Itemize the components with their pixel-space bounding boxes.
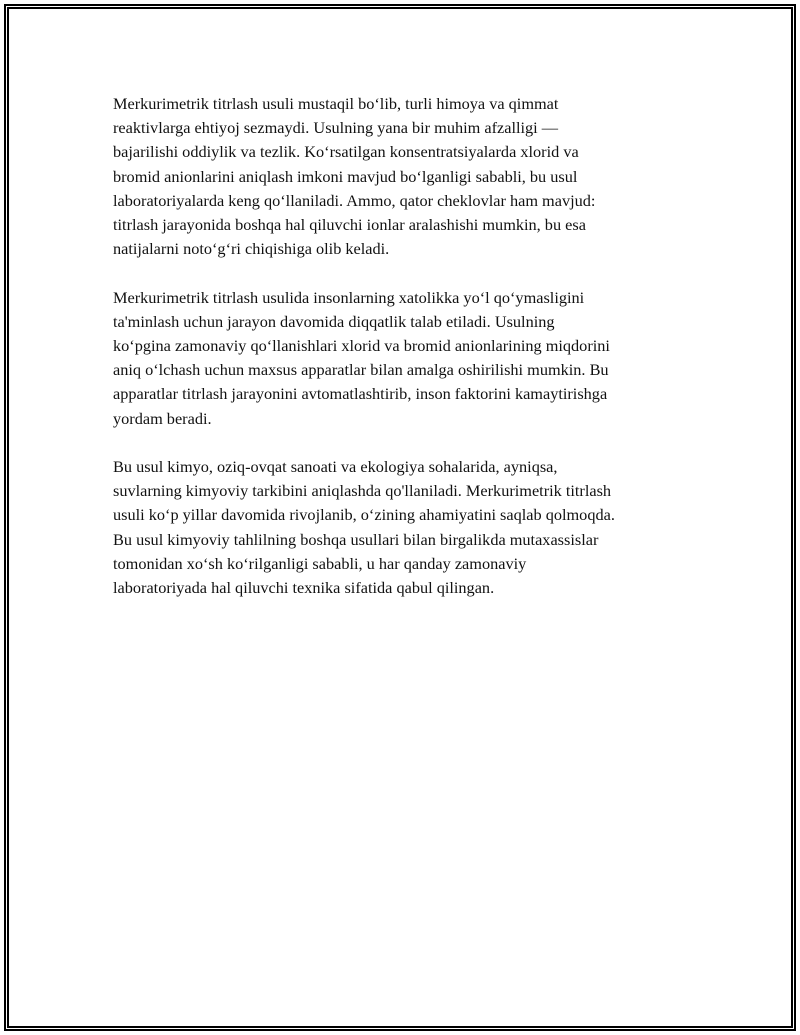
paragraph-2 (113, 286, 693, 431)
text-line: titrlash jarayonida boshqa hal qiluvchi ionlar aralashishi mumkin, bu esa (113, 215, 586, 235)
text-line: suvlarning kimyoviy tarkibini aniqlashda qo'llaniladi. Merkurimetrik titrlash (113, 481, 612, 501)
text-line: ko‘pgina zamonaviy qo‘llanishlari xlorid va bromid anionlarining miqdorini (113, 336, 610, 356)
document-body (113, 92, 693, 624)
text-line: bajarilishi oddiylik va tezlik. Ko‘rsatilgan konsentratsiyalarda xlorid va (113, 142, 579, 162)
text-line: Bu usul kimyo, oziq-ovqat sanoati va ekologiya sohalarida, ayniqsa, (113, 457, 558, 477)
text-line: Bu usul kimyoviy tahlilning boshqa usullari bilan birgalikda mutaxassislar (113, 529, 599, 549)
text-line: laboratoriyalarda keng qo‘llaniladi. Ammo, qator cheklovlar ham mavjud: (113, 190, 596, 210)
text-line: ta'minlash uchun jarayon davomida diqqatlik talab etiladi. Usulning (113, 311, 555, 331)
text-line: reaktivlarga ehtiyoj sezmaydi. Usulning yana bir muhim afzalligi — (113, 118, 559, 138)
text-line: laboratoriyada hal qiluvchi texnika sifatida qabul qilingan. (113, 578, 495, 598)
paragraph-3 (113, 455, 693, 600)
text-line: tomonidan xo‘sh ko‘rilganligi sababli, u har qanday zamonaviy (113, 553, 527, 573)
text-line: yordam beradi. (113, 408, 212, 428)
text-line: natijalarni noto‘g‘ri chiqishiga olib keladi. (113, 239, 390, 259)
text-line: Merkurimetrik titrlash usuli mustaqil bo‘lib, turli himoya va qimmat (113, 94, 559, 113)
text-line: Merkurimetrik titrlash usulida insonlarning xatolikka yo‘l qo‘ymasligini (113, 287, 585, 307)
text-line: aniq o‘lchash uchun maxsus apparatlar bilan amalga oshirilishi mumkin. Bu (113, 360, 609, 380)
text-line: bromid anionlarini aniqlash imkoni mavjud bo‘lganligi sababli, bu usul (113, 166, 578, 186)
paragraph-1 (113, 92, 693, 261)
text-line: usuli ko‘p yillar davomida rivojlanib, o‘zining ahamiyatini saqlab qolmoqda. (113, 505, 615, 525)
text-line: apparatlar titrlash jarayonini avtomatlashtirib, inson faktorini kamaytirishga (113, 384, 608, 404)
